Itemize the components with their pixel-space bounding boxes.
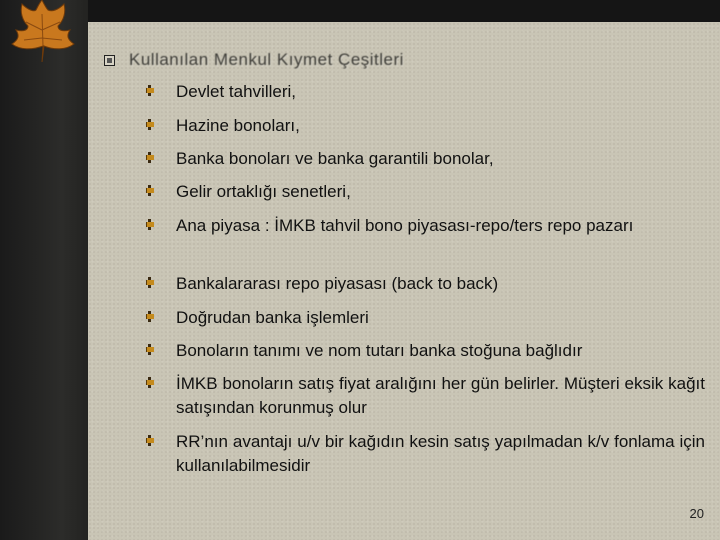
bullet-icon xyxy=(146,119,155,130)
bullet-icon xyxy=(146,277,155,288)
list-item-text: Gelir ortaklığı senetleri, xyxy=(176,182,351,201)
bullet-icon xyxy=(146,219,155,230)
top-dark-band xyxy=(88,0,720,22)
list-item xyxy=(146,339,706,363)
list-item-text: Bonoların tanımı ve nom tutarı banka stoğuna bağlıdır xyxy=(176,341,583,360)
list-item xyxy=(146,306,706,330)
list-item-text: Hazine bonoları, xyxy=(176,116,300,135)
bullet-icon xyxy=(146,377,155,388)
list-item-text: Banka bonoları ve banka garantili bonolar, xyxy=(176,149,494,168)
list-item xyxy=(146,147,706,171)
bullet-icon xyxy=(146,311,155,322)
list-item xyxy=(146,372,706,420)
bullet-icon xyxy=(146,185,155,196)
slide-title: Kullanılan Menkul Kıymet Çeşitleri xyxy=(129,50,404,69)
bullet-icon xyxy=(146,435,155,446)
list-item xyxy=(146,80,706,104)
bullet-icon xyxy=(146,152,155,163)
list-item-text: Devlet tahvilleri, xyxy=(176,82,296,101)
slide-title-row xyxy=(104,49,404,71)
bullet-icon xyxy=(146,344,155,355)
list-item-text: RR’nın avantajı u/v bir kağıdın kesin satış yapılmadan k/v fonlama için kullanılabilmesidir xyxy=(176,432,705,475)
list-item-text: Bankalararası repo piyasası (back to back) xyxy=(176,274,499,293)
maple-leaf-icon xyxy=(2,0,82,64)
list-item xyxy=(146,430,706,478)
list-item xyxy=(146,114,706,138)
title-bullet-icon xyxy=(104,55,115,66)
list-item-text: Ana piyasa : İMKB tahvil bono piyasası-repo/ters repo pazarı xyxy=(176,216,634,235)
list-item xyxy=(146,180,706,204)
bullet-icon xyxy=(146,85,155,96)
left-decorative-strip xyxy=(0,0,88,540)
list-item xyxy=(146,214,706,238)
list-item-text: İMKB bonoların satış fiyat aralığını her gün belirler. Müşteri eksik kağıt satışından korunmuş olur xyxy=(176,374,705,417)
page-number: 20 xyxy=(689,506,704,521)
list-item xyxy=(146,272,706,296)
list-item-text: Doğrudan banka işlemleri xyxy=(176,308,369,327)
